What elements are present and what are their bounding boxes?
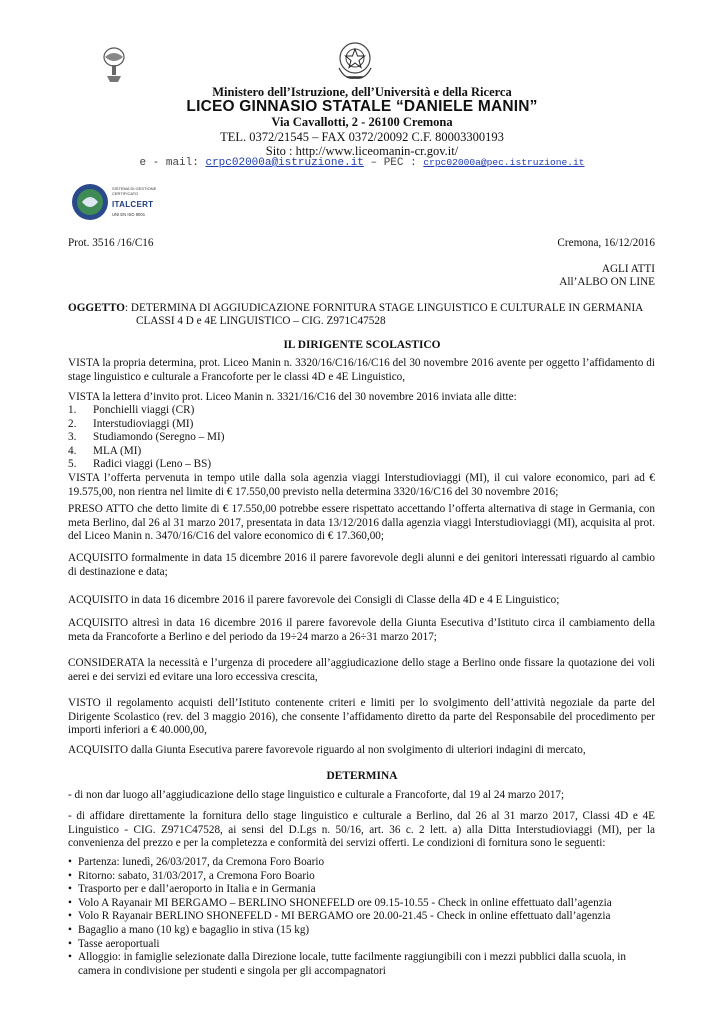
list-item: 5. Radici viaggi (Leno – BS) [68,458,212,471]
italian-republic-emblem-icon [335,38,375,82]
decision-2: - di affidare direttamente la fornitura dello stage linguistico e culturale a Berlino, dal 26 al 31 marzo 2017, Classi 4D e 4E Linguistico - CIG. Z971C47528, ai sensi del D.Lgs n. 50/16, art. 36 c. 2 lett. a) alla Ditta Interstudioviaggi (MI), per la convenienza del prezzo e per la completezza e conformità dei servizi offerti. Le condizioni di fornitura sono le seguenti: [68,810,655,850]
email-label: e - mail: [139,157,206,169]
email-link[interactable]: crpc02000a@istruzione.it [205,157,364,169]
ministry-name: Ministero dell’Istruzione, dell’Università e della Ricerca [212,85,512,99]
paragraph-10: ACQUISITO dalla Giunta Esecutiva parere favorevole riguardo al non svolgimento di ulteriori indagini di mercato, [68,744,586,756]
list-item: • Trasporto per e dall’aeroporto in Italia e in Germania [68,883,655,897]
paragraph-9: VISTO il regolamento acquisti dell’Istituto contenente criteri e limiti per lo svolgimento dell’attività negoziale da parte del Dirigente Scolastico (rev. del 3 maggio 2016), che consente l’affidamento diretto da parte del Responsabile del procedimento per importi inferiori a € 40.000,00, [68,697,655,737]
paragraph-6: ACQUISITO in data 16 dicembre 2016 il parere favorevole dei Consigli di Classe della 4D e 4 E Linguistico; [68,594,560,606]
list-item: 2. Interstudioviaggi (MI) [68,417,194,430]
decision-1: - di non dar luogo all’aggiudicazione dello stage linguistico e culturale a Francoforte, dal 19 al 24 marzo 2017; [68,789,565,801]
list-item: • Ritorno: sabato, 31/03/2017, a Cremona Foro Boario [68,870,655,884]
school-phone: TEL. 0372/21545 – FAX 0372/20092 C.F. 80003300193 [220,130,504,144]
certification-caption: SISTEMA DI GESTIONE CERTIFICATO [112,186,157,196]
school-crest-icon [100,45,128,85]
list-item: 4. MLA (MI) [68,444,142,457]
conditions-list [68,856,655,978]
school-address: Via Cavallotti, 2 - 26100 Cremona [271,115,453,129]
document-date: Cremona, 16/12/2016 [557,237,655,249]
pec-link[interactable]: crpc02000a@pec.istruzione.it [423,157,585,168]
list-item: • Bagaglio a mano (10 kg) e bagaglio in stiva (15 kg) [68,924,655,938]
paragraph-7: ACQUISITO altresì in data 16 dicembre 2016 il parere favorevole della Giunta Esecutiva d’Istituto circa il cambiamento della meta da Francoforte a Berlino e del periodo da 19÷24 marzo a 26÷31 marzo 2017; [68,617,655,643]
agencies-list [68,404,224,472]
school-website: Sito : http://www.liceomanin-cr.gov.it/ [265,144,459,158]
list-item: 3. Studiamondo (Seregno – MI) [68,431,225,444]
list-item: • Volo R Rayanair BERLINO SHONEFELD - MI BERGAMO ore 20.00-21.45 - Check in online effettuato dall’agenzia [68,910,655,924]
italcert-brand: ITALCERT [112,200,154,209]
subject-label: OGGETTO [68,302,125,314]
paragraph-1: VISTA la propria determina, prot. Liceo Manin n. 3320/16/C16/16/C16 del 30 novembre 2016 avente per oggetto l’affidamento di stage linguistico e culturale a Francoforte per le classi 4D e 4E Linguistico, [68,357,655,383]
list-item: • Partenza: lunedì, 26/03/2017, da Cremona Foro Boario [68,856,655,870]
list-item: • Tasse aeroportuali [68,938,655,952]
iso-standard-label: UNI EN ISO 9001 [112,212,146,217]
subject-line-1 [68,302,643,316]
paragraph-3: VISTA l’offerta pervenuta in tempo utile dalla sola agenzia viaggi Interstudioviaggi (MI), il cui valore economico, pari ad € 19.575,00, non rientra nel limite di € 17.550,00 previsto nella determina 3320/16/C16 del 30 novembre 2016; [68,472,655,498]
recipient-online-board: All’ALBO ON LINE [559,276,655,288]
heading-director: IL DIRIGENTE SCOLASTICO [283,339,441,351]
heading-determina: DETERMINA [326,770,398,782]
school-email-line [0,157,724,169]
recipient-records: AGLI ATTI [601,263,655,275]
paragraph-2: VISTA la lettera d’invito prot. Liceo Manin n. 3321/16/C16 del 30 novembre 2016 inviata alle ditte: [68,391,517,403]
school-name: LICEO GINNASIO STATALE “DANIELE MANIN” [186,98,538,115]
subject-text: : DETERMINA DI AGGIUDICAZIONE FORNITURA STAGE LINGUISTICO E CULTURALE IN GERMANIA [125,302,644,314]
paragraph-4: PRESO ATTO che detto limite di € 17.550,00 potrebbe essere rispettato accettando l’offerta alternativa di stage in Germania, con meta Berlino, dal 26 al 31 marzo 2017, presentata in data 13/12/2016 dalla agenzia viaggi Interstudioviaggi (MI), acquisita al prot. del Liceo Manin n. 3470/16/C16 del valore economico di € 17.360,00; [68,503,655,543]
list-item: 1. Ponchielli viaggi (CR) [68,404,195,416]
subject-line-2: CLASSI 4 D e 4E LINGUISTICO – CIG. Z971C47528 [136,315,386,327]
paragraph-8: CONSIDERATA la necessità e l’urgenza di procedere all’aggiudicazione dello stage a Berlino onde fissare la quotazione dei voli aerei e dei servizi ed evitare una loro eccessiva crescita, [68,657,655,683]
paragraph-5: ACQUISITO formalmente in data 15 dicembre 2016 il parere favorevole degli alunni e dei genitori interessati riguardo al cambio di destinazione e data; [68,552,655,578]
list-item: • Alloggio: in famiglie selezionate dalla Direzione locale, tutte facilmente raggiungibili con i mezzi pubblici dalla scuola, in camera in condivisione per studenti e singola per gli accompagnatori [68,951,655,978]
list-item: • Volo A Rayanair MI BERGAMO – BERLINO SHONEFELD ore 09.15-10.55 - Check in online effettuato dall’agenzia [68,897,655,911]
protocol-number: Prot. 3516 /16/C16 [68,237,154,249]
pec-label: – PEC : [363,157,424,169]
